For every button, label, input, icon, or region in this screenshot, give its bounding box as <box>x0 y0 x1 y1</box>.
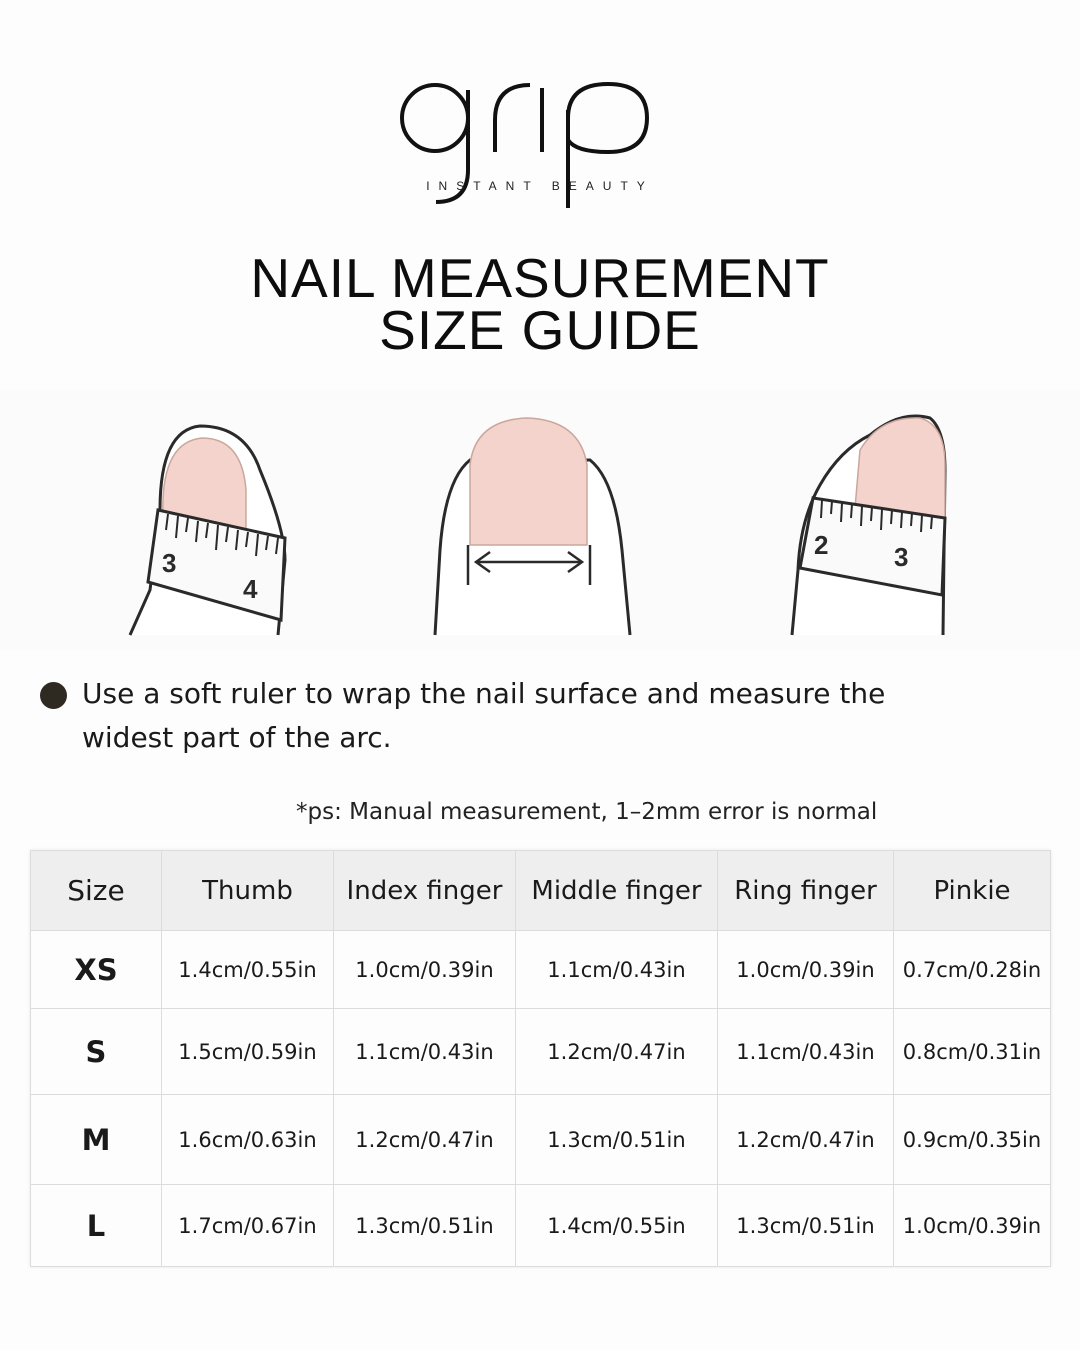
table-cell: 1.4cm/0.55in <box>516 1185 718 1267</box>
table-row <box>31 1009 1051 1095</box>
column-header-middle-finger: Middle finger <box>516 851 718 931</box>
title-line-2: SIZE GUIDE <box>379 299 701 361</box>
size-table <box>30 850 1051 1267</box>
grip-logo-mark <box>390 70 690 210</box>
instruction-text: Use a soft ruler to wrap the nail surface and measure the widest part of the arc. <box>82 677 886 754</box>
title-line-1: NAIL MEASUREMENT <box>250 247 830 309</box>
table-cell: 1.7cm/0.67in <box>162 1185 334 1267</box>
table-cell: 0.8cm/0.31in <box>894 1009 1051 1095</box>
page-title <box>0 247 1080 361</box>
table-row <box>31 1095 1051 1185</box>
table-cell: 1.6cm/0.63in <box>162 1095 334 1185</box>
column-header-size: Size <box>31 851 162 931</box>
table-cell: 1.4cm/0.55in <box>162 931 334 1009</box>
ruler-label: 3 <box>162 548 177 578</box>
table-cell: 1.1cm/0.43in <box>516 931 718 1009</box>
finger-illustration-right <box>792 416 945 635</box>
finger-illustrations <box>0 390 1080 650</box>
column-header-pinkie: Pinkie <box>894 851 1051 931</box>
nail-center <box>470 418 587 545</box>
ruler-label: 3 <box>894 542 909 572</box>
column-header-ring-finger: Ring finger <box>718 851 894 931</box>
illustration-panel <box>0 390 1080 650</box>
measurement-note: *ps: Manual measurement, 1–2mm error is normal <box>296 799 878 825</box>
brand-tagline: INSTANT BEAUTY <box>426 179 654 193</box>
table-cell: 1.3cm/0.51in <box>334 1185 516 1267</box>
table-cell: 1.3cm/0.51in <box>516 1095 718 1185</box>
nail-right <box>855 418 945 518</box>
brand-logo <box>0 70 1080 215</box>
column-header-index-finger: Index finger <box>334 851 516 931</box>
finger-illustration-center <box>435 418 630 635</box>
table-cell: 1.1cm/0.43in <box>718 1009 894 1095</box>
bullet-dot-icon <box>40 682 67 709</box>
size-cell: L <box>31 1185 162 1267</box>
finger-illustration-left <box>130 426 285 635</box>
table-header-row <box>31 851 1051 931</box>
size-cell: M <box>31 1095 162 1185</box>
table-cell: 1.0cm/0.39in <box>718 931 894 1009</box>
table-cell: 1.3cm/0.51in <box>718 1185 894 1267</box>
table-cell: 1.2cm/0.47in <box>718 1095 894 1185</box>
size-cell: S <box>31 1009 162 1095</box>
column-header-thumb: Thumb <box>162 851 334 931</box>
ruler-label: 4 <box>243 574 258 604</box>
table-cell: 1.1cm/0.43in <box>334 1009 516 1095</box>
table-cell: 0.7cm/0.28in <box>894 931 1051 1009</box>
table-cell: 0.9cm/0.35in <box>894 1095 1051 1185</box>
ruler-label: 2 <box>814 530 829 560</box>
table-cell: 1.5cm/0.59in <box>162 1009 334 1095</box>
table-cell: 1.2cm/0.47in <box>334 1095 516 1185</box>
table-cell: 1.0cm/0.39in <box>334 931 516 1009</box>
table-cell: 1.0cm/0.39in <box>894 1185 1051 1267</box>
size-cell: XS <box>31 931 162 1009</box>
table-row <box>31 931 1051 1009</box>
table-cell: 1.2cm/0.47in <box>516 1009 718 1095</box>
table-row <box>31 1185 1051 1267</box>
